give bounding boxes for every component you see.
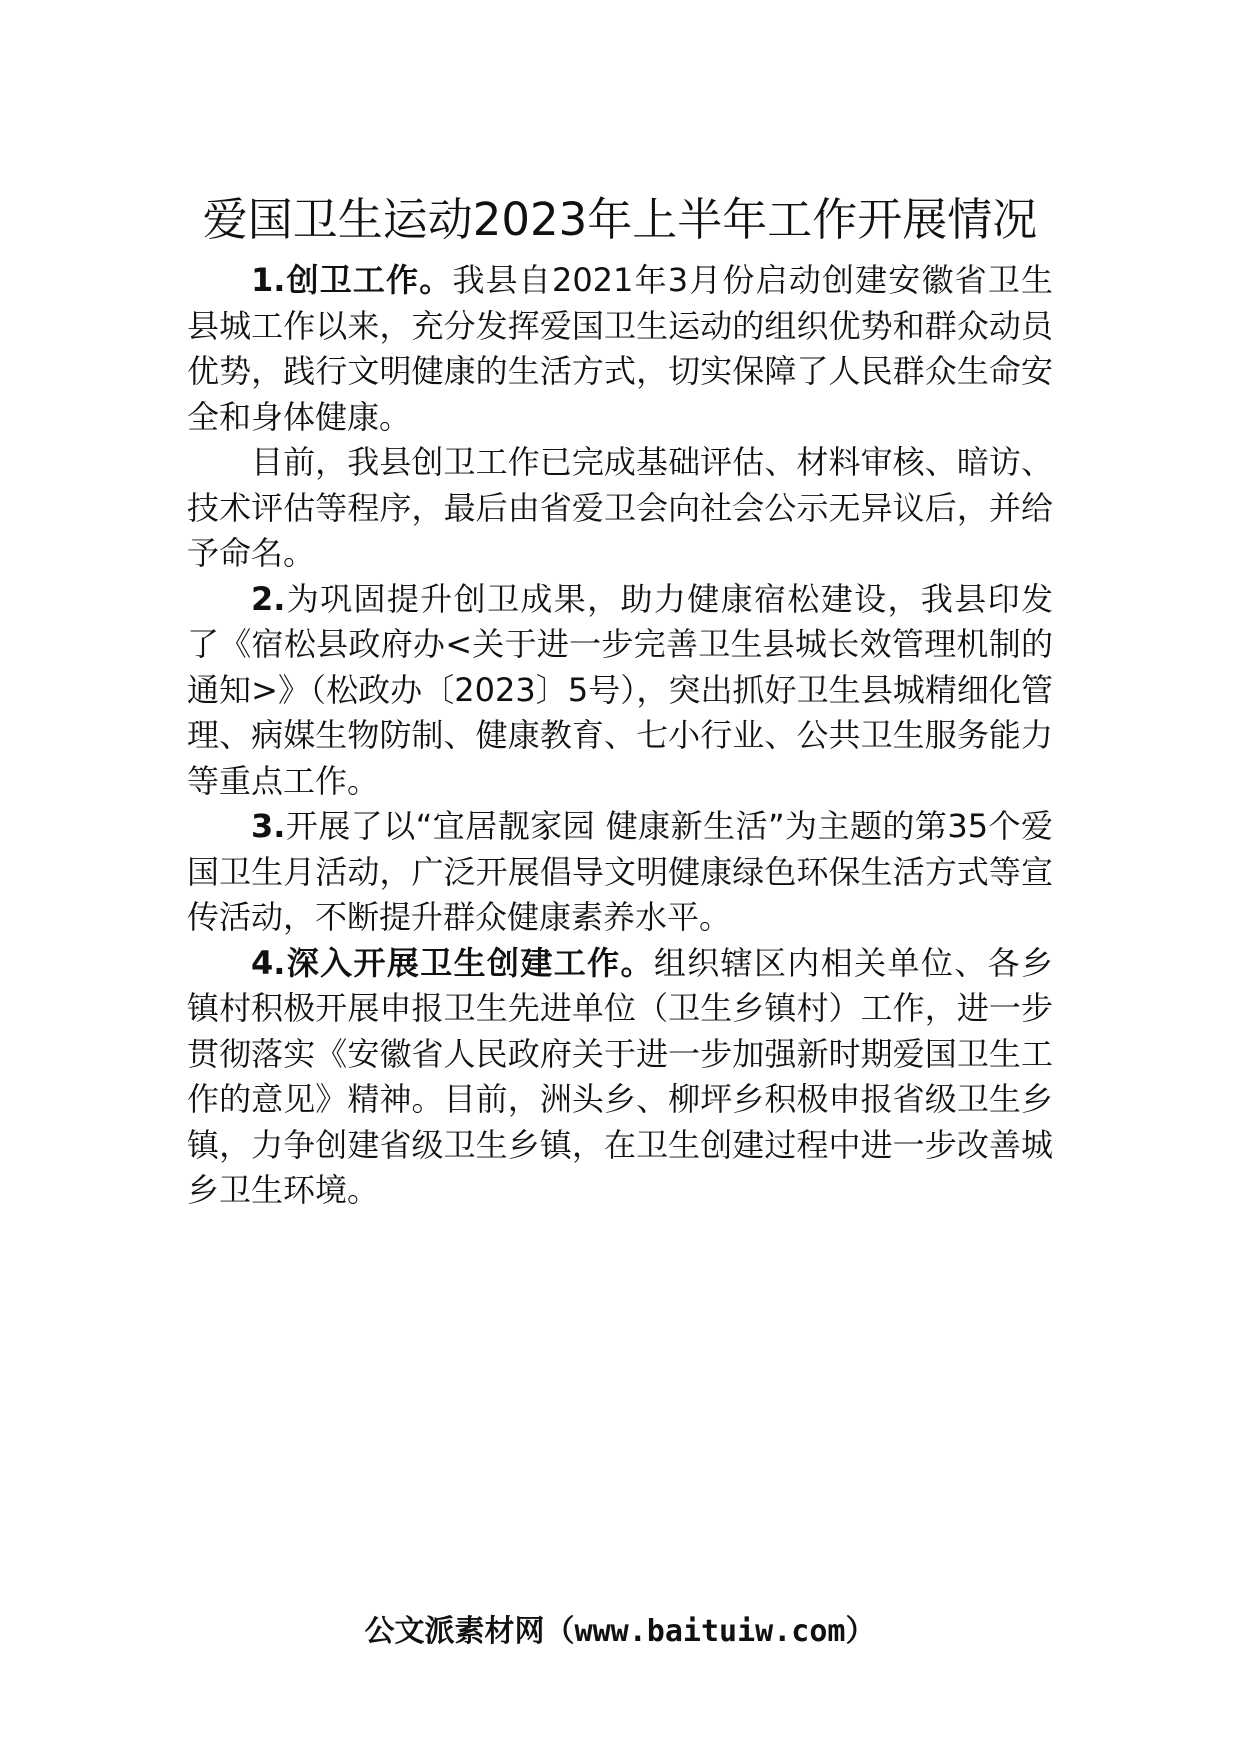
paragraph-lead: 4.深入开展卫生创建工作。 [251, 943, 654, 982]
paragraph-2 [187, 440, 1053, 577]
paragraph-text: 为巩固提升创卫成果，助力健康宿松建设，我县印发了《宿松县政府办<关于进一步完善卫生县城长效管理机制的通知>》（松政办〔2023〕5号），突出抓好卫生县城精细化管理、病媒生物防制、健康教育、七小行业、公共卫生服务能力等重点工作。 [187, 579, 1053, 800]
paragraph-text: 目前，我县创卫工作已完成基础评估、材料审核、暗访、技术评估等程序，最后由省爱卫会向社会公示无异议后，并给予命名。 [187, 443, 1053, 572]
document-title: 爱国卫生运动2023年上半年工作开展情况 [202, 193, 1038, 246]
paragraph-lead: 1.创卫工作。 [251, 261, 453, 299]
paragraph-lead: 2. [251, 579, 286, 618]
paragraph-text: 开展了以“宜居靓家园 健康新生活”为主题的第35个爱国卫生月活动，广泛开展倡导文明健康绿色环保生活方式等宣传活动，不断提升群众健康素养水平。 [187, 807, 1053, 936]
paragraph-5 [187, 941, 1053, 1214]
footer-url: （www.baituiw.com） [544, 1614, 876, 1649]
paragraph-3 [187, 577, 1053, 805]
footer-watermark [150, 1612, 1090, 1652]
paragraph-1 [187, 258, 1053, 440]
footer-site-name: 公文派素材网 [364, 1614, 545, 1649]
document-body [187, 258, 1053, 1214]
paragraph-4 [187, 804, 1053, 941]
paragraph-text: 我县自2021年3月份启动创建安徽省卫生县城工作以来，充分发挥爱国卫生运动的组织优势和群众动员优势，践行文明健康的生活方式，切实保障了人民群众生命安全和身体健康。 [187, 261, 1053, 436]
paragraph-lead: 3. [251, 807, 286, 845]
paragraph-text: 组织辖区内相关单位、各乡镇村积极开展申报卫生先进单位（卫生乡镇村）工作，进一步贯彻落实《安徽省人民政府关于进一步加强新时期爱国卫生工作的意见》精神。目前，洲头乡、柳坪乡积极申报省级卫生乡镇，力争创建省级卫生乡镇，在卫生创建过程中进一步改善城乡卫生环境。 [187, 943, 1053, 1209]
